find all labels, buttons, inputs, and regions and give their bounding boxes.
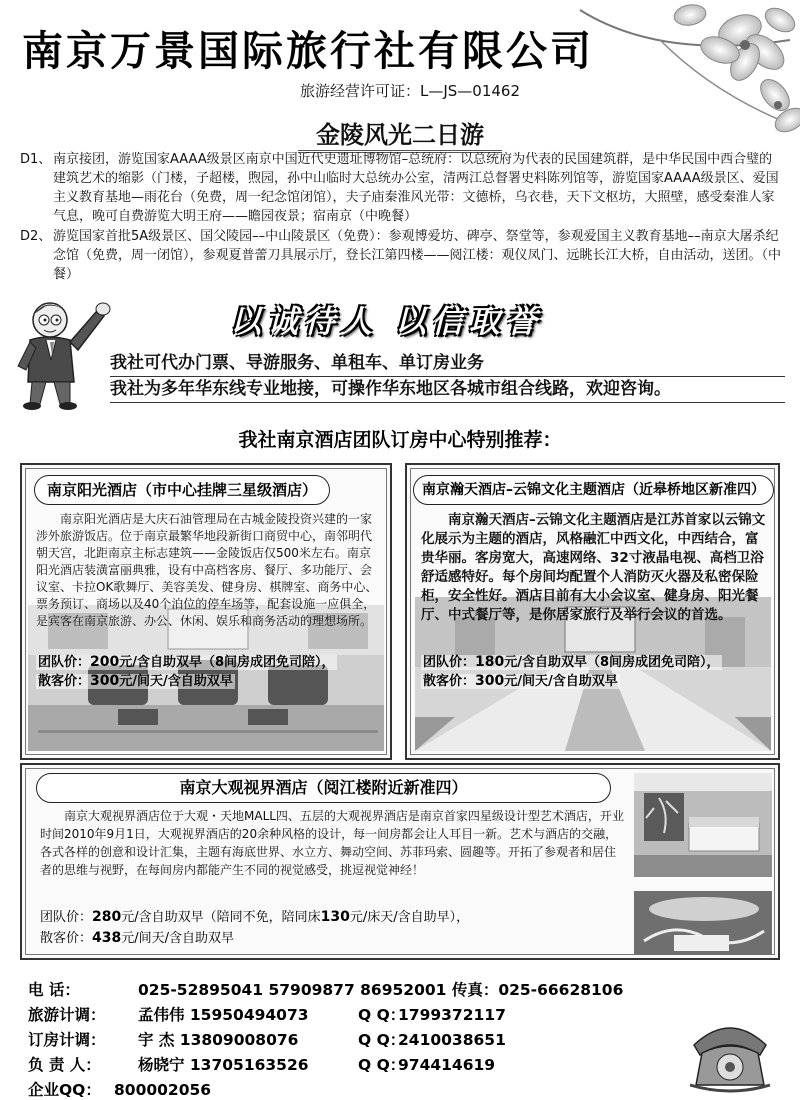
hotel-bedroom-photo-icon [634,773,772,877]
retail-price-line [36,672,337,691]
hotel-card-yangguang [20,463,392,760]
retail-price-rest: 元/间天/含自助双早 [121,931,235,946]
contact-role: 订房计调： [28,1031,106,1049]
slogan: 以诚待人 以信取誉 [230,304,543,340]
service-line: 我社可代办门票、导游服务、单租车、单订房业务 [110,346,785,377]
group-extra-amount: 130 [320,909,350,925]
businessman-mascot-icon [8,290,113,412]
qq-label: Q Q： [358,1056,406,1074]
group-price-label: 团队价： [38,655,91,670]
itinerary [20,150,785,285]
phone-value: 025-52895041 57909877 86952001 传真：025-66628106 [138,981,624,999]
qq-label: Q Q： [358,1031,406,1049]
group-price-line [36,653,337,672]
hotel-description [40,807,625,879]
day-text: 南京接团，游览国家AAAA级景区南京中国近代史遗址博物馆–总统府：以总统府为代表的民国建筑群，是中华民国中西合璧的建筑艺术的缩影（门楼，子超楼，煦园，孙中山临时大总统办公室，清两江总督署史料陈列馆等，游览国家AAAA级景区、爱国主义教育基地—雨花台（免费，周一纪念馆闭馆），夫子庙秦淮风光带：文德桥，乌衣巷，天下文枢坊，大照壁，感受秦淮人家气息，晚可自费游览大明王府——瞻园夜景；宿南京（中晚餐） [53,152,779,224]
group-price-amount: 180 [475,654,505,670]
day-label: D1、 [20,152,52,167]
day-text: 游览国家首批5A级景区、国父陵园––中山陵景区（免费）：参观博爱坊、碑亭、祭堂等，参观爱国主义教育基地––南京大屠杀纪念馆（免费，周一闭馆），参观夏普蕾刀具展示厅，登长江第四楼——阅江楼：观仪凤门、远眺长江大桥，自由活动，送团。（中餐） [53,229,782,282]
day-label: D2、 [20,229,52,244]
qq-number: 2410038651 [398,1031,506,1049]
retail-price-label: 散客价： [38,674,91,689]
retail-price-label: 散客价： [423,674,476,689]
itinerary-day [20,227,785,284]
retail-price-line [421,672,722,691]
tour-title [0,115,800,153]
group-price-amount: 200 [90,654,120,670]
tour-title-text: 金陵风光二日游 [298,115,502,153]
recommend-title: 我社南京酒店团队订房中心特别推荐： [238,429,562,451]
retail-price-rest: 元/间天/含自助双早 [119,674,233,689]
contact-name-phone: 杨晓宁 13705163526 [138,1056,309,1074]
retail-price-rest: 元/间天/含自助双早 [504,674,618,689]
retail-price-label: 散客价： [40,931,93,946]
hotel-card-daguan [20,763,780,960]
phone-label: 电 话： [28,981,80,999]
retail-price-line [40,928,469,949]
hotel-description-text: 南京瀚天酒店–云锦文化主题酒店是江苏首家以云锦文化展示为主题的酒店，风格融汇中西文化，中西结合，富贵华丽。客房宽大，高速网络、32寸液晶电视、高档卫浴舒适感特好。每个房间均配置个人消防灭火器及私密保险柜，安全性好。酒店目前有大小会议室、健身房、阳光餐厅、中式餐厅等，是你居家旅行及举行会议的首选。 [421,512,766,623]
group-price-rest: 元/含自助双早（8间房成团免司陪）， [119,655,335,670]
hotel-description [421,511,769,625]
hotel-name: 南京瀚天酒店–云锦文化主题酒店（近皋桥地区新准四） [413,475,774,505]
contact-role: 负 责 人： [28,1056,101,1074]
qq-number: 974414619 [398,1056,496,1074]
group-price-line [421,653,722,672]
group-price-rest: 元/含自助双早（8间房成团免司陪）， [504,655,720,670]
license-number: 旅游经营许可证：L—JS—01462 [300,82,521,100]
retail-price-amount: 300 [90,673,120,689]
qq-label: Q Q： [358,1006,406,1024]
hotel-description [36,511,378,630]
hotel-name: 南京阳光酒店（市中心挂牌三星级酒店） [34,475,330,505]
service-line: 我社为多年华东线专业地接，可操作华东地区各城市组合线路，欢迎咨询。 [110,372,785,403]
group-price-label: 团队价： [423,655,476,670]
group-price-amount: 280 [92,909,122,925]
page-header [0,0,800,105]
qq-number: 1799372117 [398,1006,506,1024]
hotel-description-text: 南京大观视界酒店位于大观・天地MALL四、五层的大观视界酒店是南京首家四星级设计型艺术酒店，开业时间2010年9月1日，大观视界酒店的20余种风格的设计，每一间房都会让人耳目一新。艺术与酒店的交融，各式各样的创意和设计汇集，主题有海底世界、水立方、舞动空间、苏菲玛索、圆趣等。开拓了参观者和居住者的思维与视野，在每间房内都能产生不同的视觉感受，挑逗视觉神经！ [40,809,624,877]
contact-name-phone: 孟伟伟 15950494073 [138,1006,309,1024]
hotel-prices [36,653,337,691]
group-price-label: 团队价： [40,910,93,925]
telephone-icon [680,1005,780,1095]
retail-price-amount: 438 [92,930,122,946]
enterprise-qq-label: 企业QQ： [28,1081,101,1099]
hotel-card-hantian [405,463,780,760]
retail-price-amount: 300 [475,673,505,689]
hotel-prices [421,653,722,691]
enterprise-qq-number: 800002056 [114,1081,212,1099]
company-title: 南京万景国际旅行社有限公司 [22,27,594,75]
hotel-theme-room-photo-icon [634,891,772,955]
hotel-description-text: 南京阳光酒店是大庆石油管理局在古城金陵投资兴建的一家涉外旅游饭店。位于南京最繁华地段新街口商贸中心，南邻明代朝天宫，北距南京主标志建筑——金陵饭店仅500米左右。南京阳光酒店装潢富丽典雅，设有中高档客房、餐厅、多功能厅、会议室、卡拉OK歌舞厅、美容美发、健身房、棋牌室、商务中心、票务预订、商场以及40个泊位的停车场等，配套设施一应俱全，是宾客在南京旅游、办公、休闲、娱乐和商务活动的理想场所。 [36,512,378,628]
hotel-name: 南京大观视界酒店（阅江楼附近新准四） [36,773,611,803]
group-price-line [40,907,469,928]
contact-name-phone: 宇 杰 13809008076 [138,1031,299,1049]
contact-role: 旅游计调： [28,1006,106,1024]
group-price-mid: 元/含自助双早（陪同不免，陪同床 [121,910,321,925]
itinerary-day [20,150,785,226]
group-price-rest: 元/床天/含自助早）， [349,910,470,925]
hotel-prices [40,907,469,949]
